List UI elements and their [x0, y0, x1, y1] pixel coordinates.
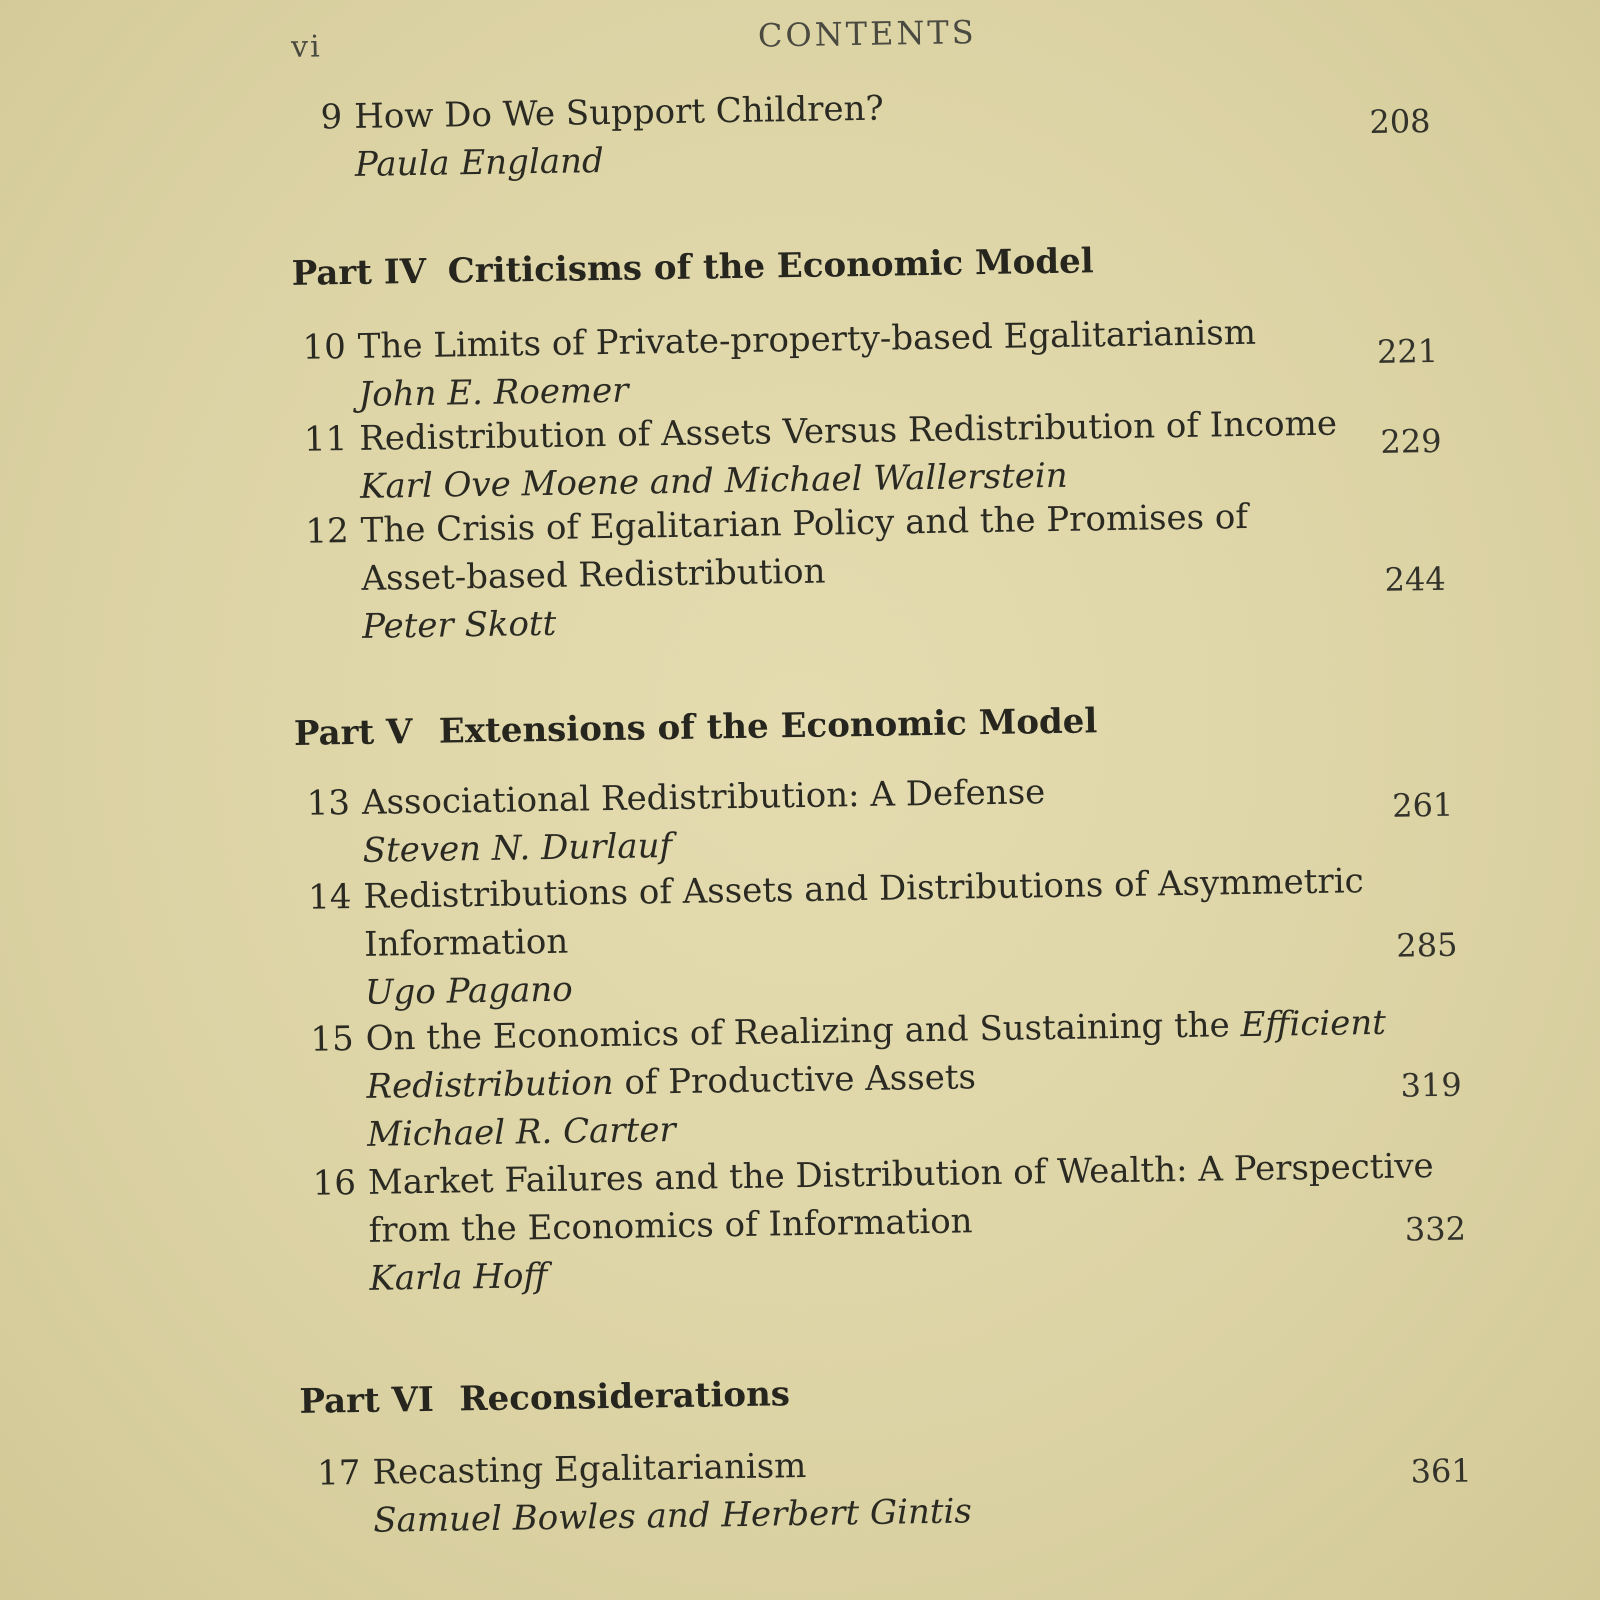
title-emphasis: Redistribution	[366, 1062, 614, 1107]
chapter-author: Peter Skott	[361, 603, 557, 647]
chapter-number: 15	[310, 1019, 355, 1060]
page-folio: vi	[290, 29, 322, 65]
part-heading	[293, 701, 1098, 754]
page-number: 221	[1376, 331, 1439, 371]
chapter-author: Karl Ove Moene and Michael Wallerstein	[359, 455, 1068, 507]
chapter-number: 12	[305, 511, 350, 552]
part-heading	[299, 1374, 791, 1422]
chapter-author: Michael R. Carter	[366, 1109, 676, 1155]
chapter-title: The Limits of Private-property-based Egalitarianism	[357, 312, 1257, 367]
chapter-title-line: Market Failures and the Distribution of Wealth: A Perspective	[367, 1146, 1434, 1203]
running-head: CONTENTS	[757, 13, 977, 55]
chapter-number: 11	[303, 419, 348, 460]
toc-entry-12	[305, 493, 1249, 651]
chapter-title-line: from the Economics of Information	[368, 1201, 973, 1251]
page-number: 208	[1369, 102, 1431, 141]
chapter-author: Samuel Bowles and Herbert Gintis	[372, 1491, 973, 1541]
chapter-title-line: Asset-based Redistribution	[361, 551, 826, 599]
chapter-title: How Do We Support Children?	[353, 88, 884, 137]
title-text: of Productive Assets	[613, 1057, 977, 1103]
chapter-title-line: Redistributions of Assets and Distributions of Asymmetric	[363, 861, 1364, 917]
page-number: 244	[1384, 559, 1446, 599]
chapter-number: 16	[312, 1163, 357, 1204]
toc-entry-16	[312, 1142, 1436, 1303]
part-label: Part VI	[299, 1379, 435, 1422]
title-emphasis: Efficient	[1240, 1002, 1387, 1046]
chapter-number: 9	[320, 97, 343, 138]
toc-entry-14	[307, 857, 1365, 1017]
part-heading	[291, 241, 1094, 294]
chapter-author: Ugo Pagano	[364, 969, 573, 1013]
toc-entry-9	[320, 85, 885, 189]
page-number: 319	[1400, 1065, 1462, 1105]
chapter-author: Karla Hoff	[369, 1256, 548, 1299]
page-number: 229	[1380, 421, 1442, 461]
toc-entry-15	[310, 999, 1387, 1159]
chapter-title: Redistribution of Assets Versus Redistribution of Income	[358, 403, 1338, 459]
chapter-number: 17	[316, 1452, 361, 1494]
toc-entry-17	[316, 1439, 973, 1544]
chapter-author: Paula England	[354, 141, 605, 185]
part-title: Extensions of the Economic Model	[438, 701, 1098, 752]
part-title: Reconsiderations	[459, 1374, 791, 1420]
chapter-author: John E. Roemer	[358, 370, 629, 415]
part-label: Part IV	[291, 251, 427, 294]
chapter-title: Recasting Egalitarianism	[372, 1445, 807, 1493]
toc-entry-13	[306, 768, 1047, 875]
chapter-number: 14	[307, 877, 352, 918]
chapter-title-line: Information	[363, 921, 569, 965]
page-number: 332	[1404, 1209, 1467, 1249]
part-label: Part V	[293, 712, 413, 754]
page-number: 361	[1410, 1451, 1472, 1491]
chapter-number: 13	[306, 783, 351, 824]
chapter-author: Steven N. Durlauf	[362, 826, 673, 871]
chapter-title-line: The Crisis of Egalitarian Policy and the Promises of	[360, 496, 1249, 551]
page-number: 285	[1396, 925, 1458, 965]
chapter-title: Associational Redistribution: A Defense	[361, 772, 1046, 823]
part-title: Criticisms of the Economic Model	[447, 241, 1094, 292]
chapter-number: 10	[302, 327, 347, 368]
title-text: On the Economics of Realizing and Sustaining the	[365, 1005, 1241, 1059]
page-number: 261	[1391, 785, 1454, 825]
